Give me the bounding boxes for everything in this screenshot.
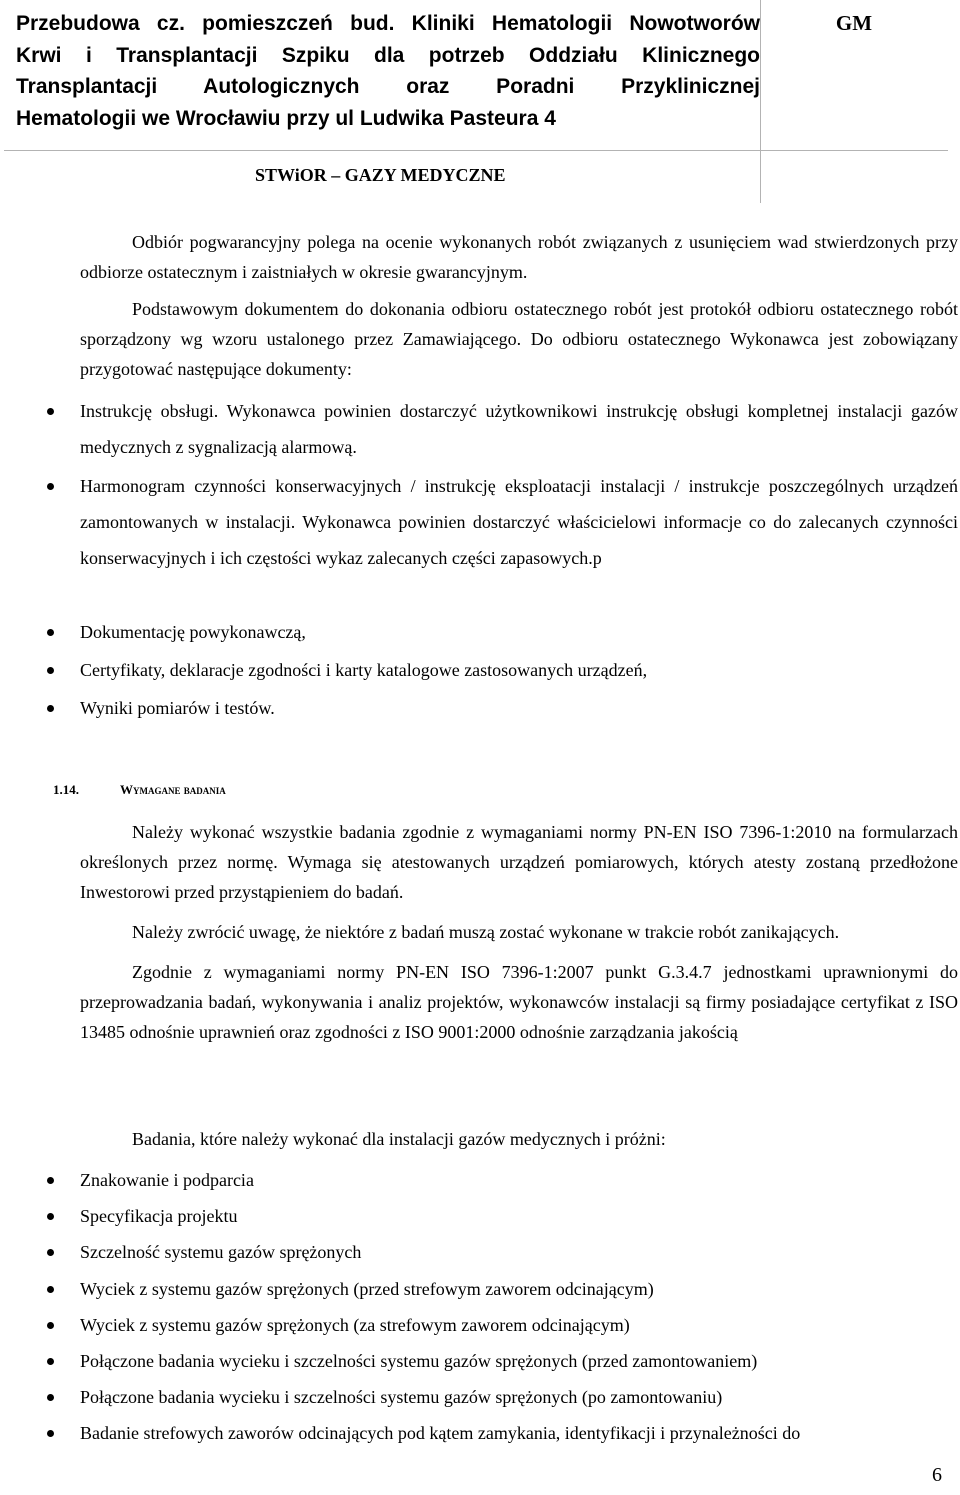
list-item-text: Wyciek z systemu gazów sprężonych (za strefowym zaworem odcinającym) [80, 1315, 630, 1335]
list-item [80, 468, 958, 576]
list-item-text: Dokumentację powykonawczą, [80, 622, 306, 642]
bullet-icon [47, 408, 54, 415]
list-item-text: Badanie strefowych zaworów odcinających pod kątem zamykania, identyfikacji i przynależności do [80, 1423, 801, 1443]
list-item-text: Instrukcję obsługi. Wykonawca powinien dostarczyć użytkownikowi instrukcję obsługi kompletnej instalacji gazów medycznych z sygnalizacją alarmową. [80, 401, 958, 457]
bullet-icon [47, 1394, 54, 1401]
paragraph-tests-note: Należy zwrócić uwagę, że niektóre z badań muszą zostać wykonane w trakcie robót zanikających. [132, 922, 840, 942]
page-number: 6 [932, 1464, 942, 1486]
list-item-text: Harmonogram czynności konserwacyjnych / instrukcję eksploatacji instalacji / instrukcje poszczególnych urządzeń zamontowanych w instalacji. Wykonawca powinien dostarczyć właścicielowi informacje co do zalecanych czynności konserwacyjnych i ich częstości wykaz zalecanych części zapasowych.p [80, 476, 958, 568]
section-number: 1.14. [53, 782, 79, 797]
list-item [80, 1162, 958, 1198]
paragraph-tests-authorized: Zgodnie z wymaganiami normy PN-EN ISO 7396-1:2007 punkt G.3.4.7 jednostkami uprawnionymi do przeprowadzania badań, wykonywania i analiz projektów, wykonawców instalacji są firmy posiadające certyfikat z ISO 13485 odnośnie uprawnień oraz zgodności z ISO 9001:2000 odnośnie zarządzania jakością [80, 962, 958, 1042]
bullet-icon [47, 1322, 54, 1329]
list-item-text: Wyniki pomiarów i testów. [80, 698, 275, 718]
list-item [80, 1307, 958, 1343]
bullet-icon [47, 1177, 54, 1184]
list-item-text: Specyfikacja projektu [80, 1206, 238, 1226]
list-item [80, 1343, 958, 1379]
list-item-text: Szczelność systemu gazów sprężonych [80, 1242, 362, 1262]
list-item-text: Połączone badania wycieku i szczelności systemu gazów sprężonych (przed zamontowaniem) [80, 1351, 758, 1371]
header-title-line: Transplantacji Autologicznych oraz Poradni Przyklinicznej [16, 75, 760, 98]
bullet-icon [47, 1213, 54, 1220]
list-item [80, 1234, 958, 1270]
header-title-line: Przebudowa cz. pomieszczeń bud. Kliniki Hematologii Nowotworów [16, 12, 760, 35]
list-item-text: Połączone badania wycieku i szczelności systemu gazów sprężonych (po zamontowaniu) [80, 1387, 723, 1407]
paragraph-final-acceptance: Podstawowym dokumentem do dokonania odbioru ostatecznego robót jest protokół odbioru ostatecznego robót sporządzony wg wzoru ustalonego przez Zamawiającego. Do odbioru ostatecznego Wykonawca jest zobowiązany przygotować następujące dokumenty: [80, 299, 958, 379]
header-title-line: Krwi i Transplantacji Szpiku dla potrzeb Oddziału Klinicznego [16, 43, 760, 67]
bullet-icon [47, 483, 54, 490]
header-title [16, 8, 760, 134]
paragraph-tests-norm: Należy wykonać wszystkie badania zgodnie z wymaganiami normy PN-EN ISO 7396-1:2010 na formularzach określonych przez normę. Wymaga się atestowanych urządzeń pomiarowych, których atesty zostaną przedłożone Inwestorowi przed przystąpieniem do badań. [80, 822, 958, 902]
list-item [80, 393, 958, 465]
list-item [80, 1271, 958, 1307]
bullet-icon [47, 1249, 54, 1256]
list-item [80, 614, 958, 650]
paragraph-acceptance-warranty: Odbiór pogwarancyjny polega na ocenie wykonanych robót związanych z usunięciem wad stwierdzonych przy odbiorze ostatecznym i zaistniałych w okresie gwarancyjnym. [80, 232, 958, 282]
section-title: Wymagane badania [120, 782, 226, 797]
list-item-text: Certyfikaty, deklaracje zgodności i karty katalogowe zastosowanych urządzeń, [80, 660, 648, 680]
bullet-icon [47, 1358, 54, 1365]
bullet-icon [47, 667, 54, 674]
header-code: GM [835, 11, 873, 35]
list-item [80, 690, 958, 726]
bullet-icon [47, 1430, 54, 1437]
header-divider-horizontal [4, 150, 948, 151]
header-title-line: Hematologii we Wrocławiu przy ul Ludwika Pasteura 4 [16, 106, 556, 130]
list-item-text: Wyciek z systemu gazów sprężonych (przed strefowym zaworem odcinającym) [80, 1279, 654, 1299]
header-subtitle: STWiOR – GAZY MEDYCZNE [255, 165, 506, 185]
bullet-icon [47, 629, 54, 636]
paragraph-tests-intro: Badania, które należy wykonać dla instalacji gazów medycznych i próżni: [132, 1129, 666, 1149]
list-item [80, 1415, 958, 1451]
header-divider-vertical [760, 0, 761, 203]
list-item-text: Znakowanie i podparcia [80, 1170, 254, 1190]
list-item [80, 1198, 958, 1234]
list-item [80, 1379, 958, 1415]
bullet-icon [47, 1286, 54, 1293]
list-item [80, 652, 958, 688]
bullet-icon [47, 705, 54, 712]
